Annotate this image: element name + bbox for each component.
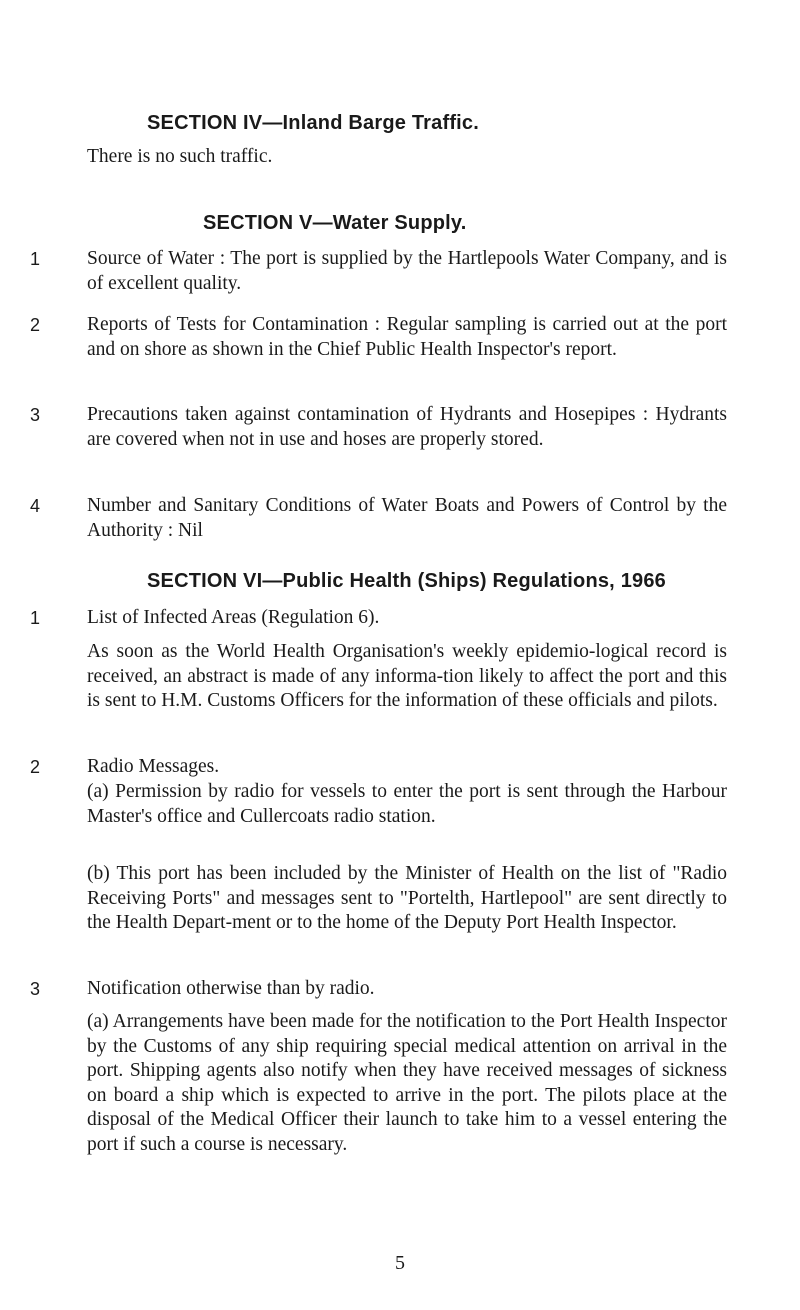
- item-number: 1: [30, 249, 41, 269]
- radio-messages-b-paragraph: (b) This port has been included by the Minister of Health on the list of "Radio Receiving Ports" and messages sent to "Portelth, Hartlepool" are sent directly to the Health Depart-ment or to the home of the Deputy Port Health Inspector.: [87, 863, 727, 933]
- page-number: 5: [395, 1252, 405, 1274]
- notification-a-paragraph: (a) Arrangements have been made for the notification to the Port Health Inspector by the Customs of any ship requiring special medical attention on arrival in the port. Shipping agents also notify when they have received messages of sickness on board a ship which is expected to arrive in the port. The pilots place at the disposal of the Medical Officer their launch to take him to a vessel entering the port if such a course is necessary.: [87, 1011, 727, 1155]
- infected-areas-title: List of Infected Areas (Regulation 6).: [87, 607, 380, 628]
- item-number: 3: [30, 405, 41, 425]
- item-number: 2: [30, 315, 41, 335]
- water-source-paragraph: Source of Water : The port is supplied by the Hartlepools Water Company, and is of excellent quality.: [87, 248, 727, 294]
- item-number: 1: [30, 608, 41, 628]
- contamination-tests-paragraph: Reports of Tests for Contamination : Regular sampling is carried out at the port and on shore as shown in the Chief Public Health Inspector's report.: [87, 314, 727, 360]
- item-number: 3: [30, 979, 41, 999]
- section-vi-heading: SECTION VI—Public Health (Ships) Regulations, 1966: [147, 570, 666, 592]
- water-boats-paragraph: Number and Sanitary Conditions of Water Boats and Powers of Control by the Authority : Nil: [87, 495, 727, 541]
- item-number: 4: [30, 496, 41, 516]
- radio-messages-a-paragraph: (a) Permission by radio for vessels to enter the port is sent through the Harbour Master's office and Cullercoats radio station.: [87, 781, 727, 827]
- infected-areas-paragraph: As soon as the World Health Organisation's weekly epidemio-logical record is received, an abstract is made of any informa-tion likely to affect the port and this is sent to H.M. Customs Officers for the information of these officials and pilots.: [87, 641, 727, 711]
- hydrant-precautions-paragraph: Precautions taken against contamination of Hydrants and Hosepipes : Hydrants are covered when not in use and hoses are properly stored.: [87, 404, 727, 450]
- radio-messages-title: Radio Messages.: [87, 756, 220, 777]
- section-iv-heading: SECTION IV—Inland Barge Traffic.: [147, 112, 480, 134]
- notification-title: Notification otherwise than by radio.: [87, 978, 375, 999]
- section-v-heading: SECTION V—Water Supply.: [203, 212, 467, 234]
- section-iv-text: There is no such traffic.: [87, 146, 273, 167]
- item-number: 2: [30, 757, 41, 777]
